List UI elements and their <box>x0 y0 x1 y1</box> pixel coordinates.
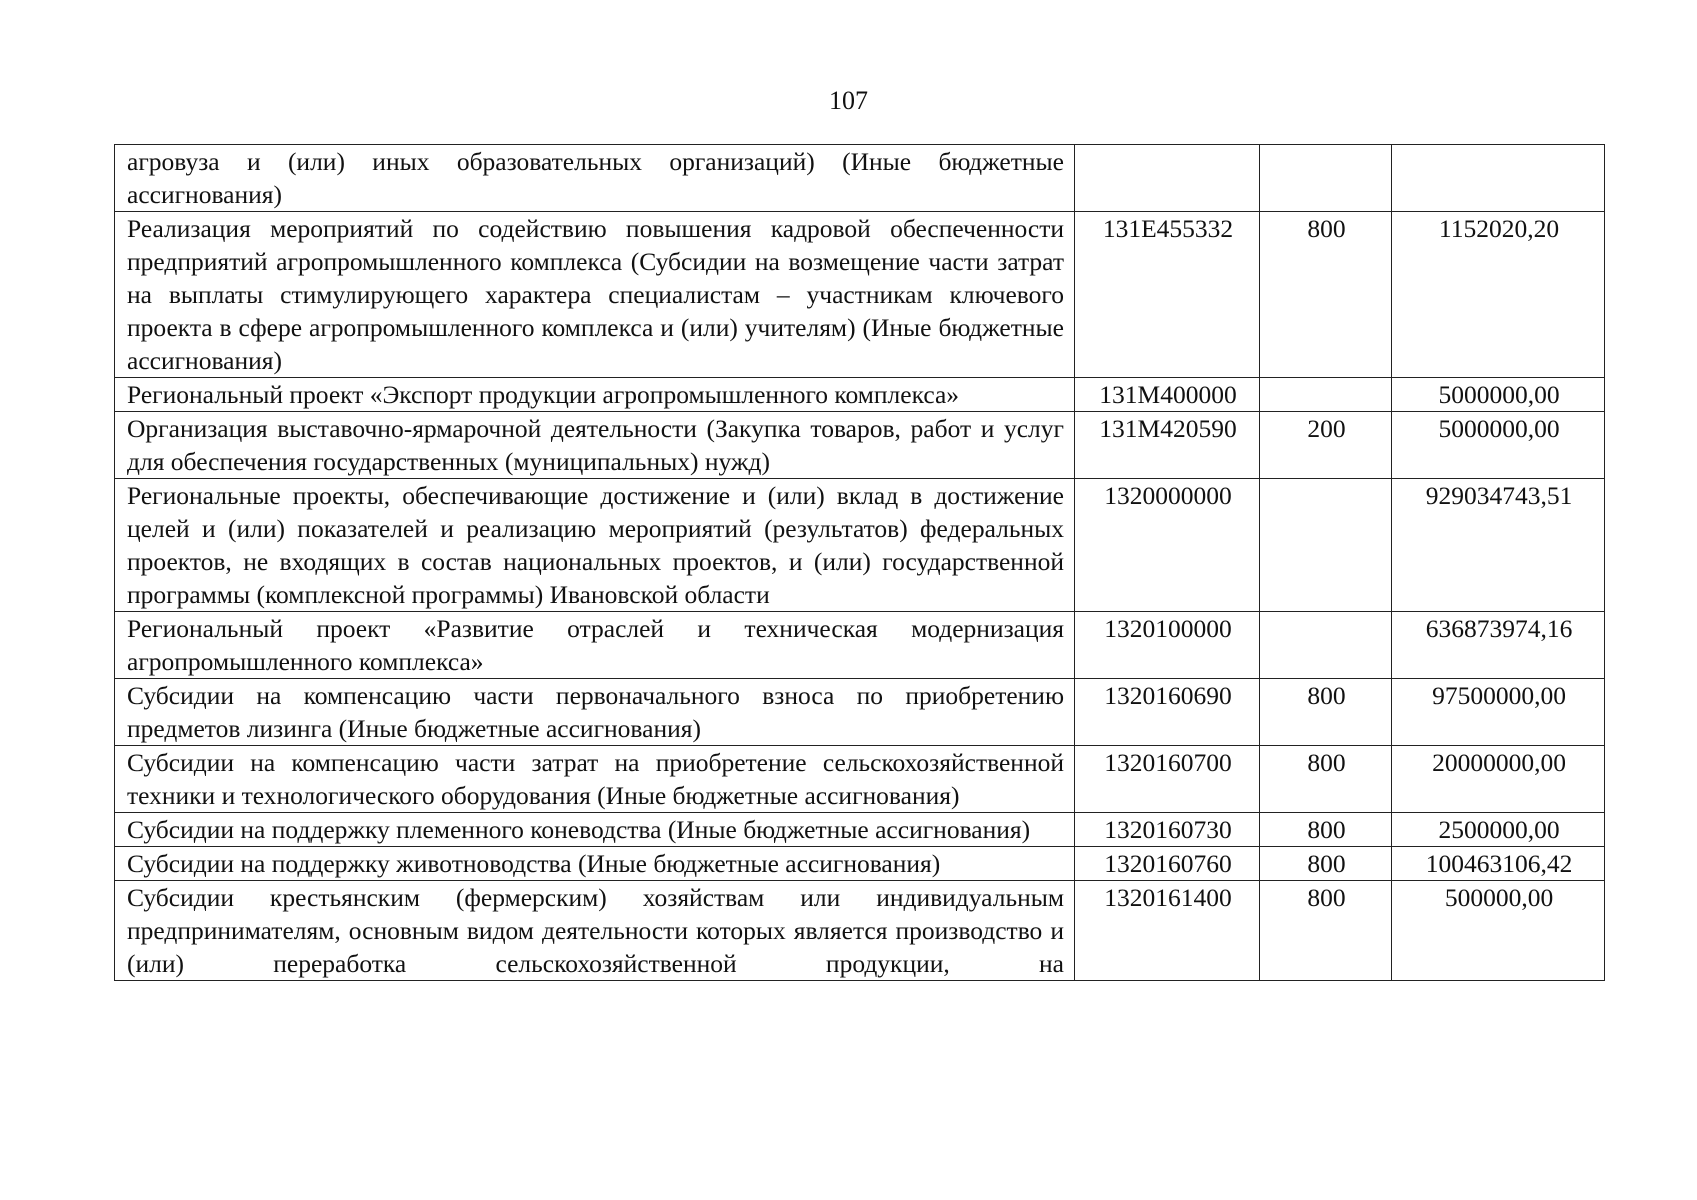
row-amount <box>1392 145 1605 212</box>
row-expense-type: 800 <box>1260 212 1392 378</box>
row-amount: 500000,00 <box>1392 881 1605 981</box>
row-amount: 20000000,00 <box>1392 746 1605 813</box>
table-row <box>115 479 1605 612</box>
row-amount: 929034743,51 <box>1392 479 1605 612</box>
row-code: 1320161400 <box>1075 881 1260 981</box>
row-code: 131M420590 <box>1075 412 1260 479</box>
row-name: агровуза и (или) иных образовательных организаций) (Иные бюджетные ассигнования) <box>115 145 1075 212</box>
row-amount: 5000000,00 <box>1392 378 1605 412</box>
table-row <box>115 881 1605 981</box>
row-code: 1320160700 <box>1075 746 1260 813</box>
row-expense-type: 800 <box>1260 813 1392 847</box>
table-row <box>115 612 1605 679</box>
row-amount: 5000000,00 <box>1392 412 1605 479</box>
row-amount: 636873974,16 <box>1392 612 1605 679</box>
table-row <box>115 679 1605 746</box>
row-expense-type: 800 <box>1260 847 1392 881</box>
row-name: Субсидии на поддержку животноводства (Иные бюджетные ассигнования) <box>115 847 1075 881</box>
row-name: Реализация мероприятий по содействию повышения кадровой обеспеченности предприятий агропромышленного комплекса (Субсидии на возмещение части затрат на выплаты стимулирующего характера специалистам – участникам ключевого проекта в сфере агропромышленного комплекса и (или) учителям) (Иные бюджетные ассигнования) <box>115 212 1075 378</box>
row-name: Субсидии на компенсацию части затрат на приобретение сельскохозяйственной техники и технологического оборудования (Иные бюджетные ассигнования) <box>115 746 1075 813</box>
row-expense-type <box>1260 145 1392 212</box>
row-expense-type: 200 <box>1260 412 1392 479</box>
budget-table <box>114 144 1605 981</box>
row-name: Региональные проекты, обеспечивающие достижение и (или) вклад в достижение целей и (или) показателей и реализацию мероприятий (результатов) федеральных проектов, не входящих в состав национальных проектов, и (или) государственной программы (комплексной программы) Ивановской области <box>115 479 1075 612</box>
page-number: 107 <box>829 86 868 115</box>
row-amount: 1152020,20 <box>1392 212 1605 378</box>
row-code: 1320160760 <box>1075 847 1260 881</box>
row-expense-type: 800 <box>1260 746 1392 813</box>
table-row <box>115 378 1605 412</box>
row-code: 131E455332 <box>1075 212 1260 378</box>
row-name: Субсидии крестьянским (фермерским) хозяйствам или индивидуальным предпринимателям, основным видом деятельности которых является производство и (или) переработка сельскохозяйственной продукции, на <box>115 881 1075 981</box>
row-name: Региональный проект «Развитие отраслей и техническая модернизация агропромышленного комплекса» <box>115 612 1075 679</box>
table-row <box>115 746 1605 813</box>
row-code: 1320160690 <box>1075 679 1260 746</box>
row-expense-type: 800 <box>1260 679 1392 746</box>
table-row <box>115 412 1605 479</box>
row-code: 1320100000 <box>1075 612 1260 679</box>
table-row <box>115 145 1605 212</box>
row-name: Субсидии на компенсацию части первоначального взноса по приобретению предметов лизинга (Иные бюджетные ассигнования) <box>115 679 1075 746</box>
row-amount: 100463106,42 <box>1392 847 1605 881</box>
row-code <box>1075 145 1260 212</box>
row-expense-type: 800 <box>1260 881 1392 981</box>
row-name: Организация выставочно-ярмарочной деятельности (Закупка товаров, работ и услуг для обеспечения государственных (муниципальных) нужд) <box>115 412 1075 479</box>
row-code: 1320000000 <box>1075 479 1260 612</box>
row-amount: 97500000,00 <box>1392 679 1605 746</box>
row-name: Региональный проект «Экспорт продукции агропромышленного комплекса» <box>115 378 1075 412</box>
table-row <box>115 847 1605 881</box>
table-row <box>115 212 1605 378</box>
row-expense-type <box>1260 612 1392 679</box>
row-code: 131M400000 <box>1075 378 1260 412</box>
row-name: Субсидии на поддержку племенного коневодства (Иные бюджетные ассигнования) <box>115 813 1075 847</box>
row-code: 1320160730 <box>1075 813 1260 847</box>
row-expense-type <box>1260 479 1392 612</box>
row-expense-type <box>1260 378 1392 412</box>
table-row <box>115 813 1605 847</box>
row-amount: 2500000,00 <box>1392 813 1605 847</box>
